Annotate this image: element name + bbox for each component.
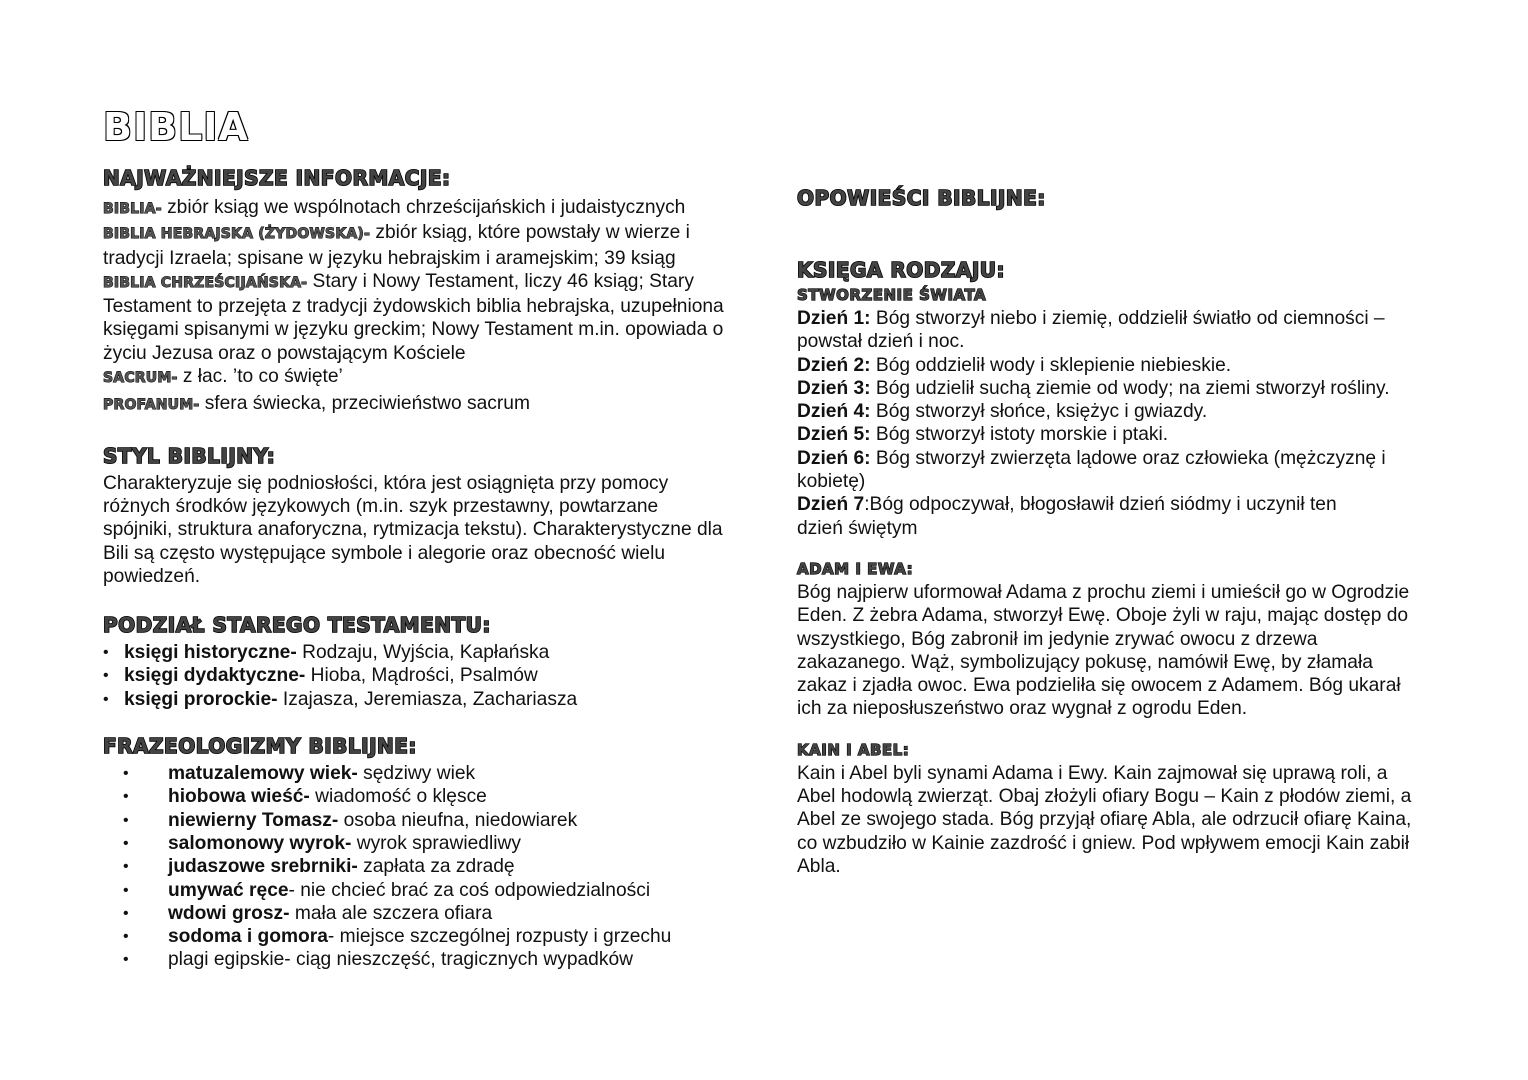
page-title: BIBLIA <box>103 105 249 149</box>
day-label: Dzień 3: <box>797 377 871 399</box>
day-label: Dzień 6: <box>797 447 871 469</box>
subheading-adam-ewa: ADAM I EWA: <box>797 559 914 578</box>
info-term: BIBLIA- <box>103 201 162 217</box>
item-term: księgi historyczne- <box>124 642 297 664</box>
item-text: zapłata za zdradę <box>357 856 515 878</box>
list-item <box>103 664 743 687</box>
info-text: zbiór ksiąg we wspólnotach chrześcijańskich i judaistycznych <box>161 197 686 218</box>
info-text: zbiór ksiąg, które powstały w wierze i tradycji Izraela; spisane w języku hebrajskim i aramejskim; 39 ksiąg <box>103 222 690 269</box>
section-heading-styl: STYL BIBLIJNY: <box>103 443 276 468</box>
day-entry <box>797 493 1387 540</box>
bullet-icon: • <box>123 834 129 852</box>
info-entry <box>103 392 743 417</box>
day-entry <box>797 447 1429 494</box>
item-text: sędziwy wiek <box>357 763 476 785</box>
list-item <box>103 688 743 711</box>
info-section <box>103 196 743 418</box>
list-item <box>103 641 743 664</box>
item-term: judaszowe srebrniki- <box>168 856 358 878</box>
list-item <box>103 855 743 878</box>
list-item <box>103 785 743 808</box>
day-text: Bóg stworzył istoty morskie i ptaki. <box>870 424 1169 446</box>
list-item <box>103 948 743 971</box>
item-term: księgi dydaktyczne- <box>124 665 306 687</box>
day-text: Bóg oddzielił wody i sklepienie niebieskie. <box>870 354 1232 376</box>
day-label: Dzień 4: <box>797 401 871 423</box>
day-label: Dzień 2: <box>797 354 871 376</box>
bullet-icon: • <box>123 951 129 969</box>
bullet-icon: • <box>103 690 109 708</box>
bullet-icon: • <box>123 904 129 922</box>
info-entry <box>103 196 743 221</box>
info-entry <box>103 221 728 270</box>
styl-paragraph: Charakteryzuje się podniosłości, która jest osiągnięta przy pomocy różnych środków językowych (m.in. szyk przestawny, powtarzane spójniki, struktura anaforyczna, rytmizacja tekstu). Charakterystyczne dla Bili są często występujące symbole i alegorie oraz obecność wielu powiedzeń. <box>103 472 723 587</box>
item-text: Rodzaju, Wyjścia, Kapłańska <box>296 642 550 664</box>
left-column <box>103 105 743 972</box>
bullet-icon: • <box>123 811 129 829</box>
day-entry <box>797 307 1429 354</box>
day-label: Dzień 7 <box>797 494 865 516</box>
day-text: Bóg stworzył słońce, księżyc i gwiazdy. <box>870 401 1208 423</box>
day-entry <box>797 354 1429 377</box>
day-label: Dzień 1: <box>797 308 871 329</box>
info-entry <box>103 270 728 365</box>
item-term: hiobowa wieść- <box>168 786 310 808</box>
info-text: Stary i Nowy Testament, liczy 46 ksiąg; Stary Testament to przejęta z tradycji żydowskich biblia hebrajska, uzupełniona księgami spisanymi w języku greckim; Nowy Testament m.in. opowiada o życiu Jezusa oraz o powstającym Kościele <box>103 270 724 364</box>
bullet-icon: • <box>103 667 109 685</box>
info-term: SACRUM- <box>103 370 178 387</box>
item-text: - nie chcieć brać za coś odpowiedzialności <box>288 879 651 901</box>
item-text: wyrok sprawiedliwy <box>351 832 521 854</box>
section-heading-ksiega-rodzaju: KSIĘGA RODZAJU: <box>797 258 1006 282</box>
info-text: z łac. ’to co święte’ <box>177 366 343 388</box>
section-heading-opowiesci: OPOWIEŚCI BIBLIJNE: <box>797 186 1046 210</box>
item-term: matuzalemowy wiek- <box>168 763 358 785</box>
list-item <box>103 902 743 925</box>
info-text: sfera świecka, przeciwieństwo sacrum <box>199 393 530 415</box>
frazeologizmy-list <box>103 762 743 972</box>
adam-ewa-paragraph: Bóg najpierw uformował Adama z prochu ziemi i umieścił go w Ogrodzie Eden. Z żebra Adama, stworzył Ewę. Oboje żyli w raju, mając dostęp do wszystkiego, Bóg zabronił im jedynie zrywać owocu z drzewa zakazanego. Wąż, symbolizujący pokusę, namówił Ewę, by złamała zakaz i zjadła owoc. Ewa podzieliła się owocem z Adamem. Bóg ukarał ich za nieposłuszeństwo oraz wygnał z ogrodu Eden. <box>797 581 1410 720</box>
item-term: salomonowy wyrok- <box>168 832 352 854</box>
bullet-icon: • <box>123 881 129 899</box>
section-heading-frazeologizmy: FRAZEOLOGIZMY BIBLIJNE: <box>103 734 417 759</box>
day-label: Dzień 5: <box>797 424 871 446</box>
bullet-icon: • <box>123 928 129 946</box>
podzial-list <box>103 641 743 711</box>
item-text: Izajasza, Jeremiasza, Zachariasza <box>277 688 578 710</box>
day-entry <box>797 400 1429 423</box>
creation-days <box>797 307 1429 540</box>
day-text: Bóg udzielił suchą ziemie od wody; na ziemi stworzył rośliny. <box>870 377 1390 399</box>
item-text: mała ale szczera ofiara <box>289 902 493 924</box>
info-term: PROFANUM- <box>103 397 200 414</box>
list-item <box>103 879 743 902</box>
list-item <box>103 762 743 785</box>
day-text: :Bóg odpoczywał, błogosławił dzień siódmy i uczynił ten dzień świętym <box>797 494 1337 539</box>
day-entry <box>797 423 1429 446</box>
bullet-icon: • <box>123 788 129 806</box>
item-text: plagi egipskie- ciąg nieszczęść, tragicznych wypadków <box>168 949 633 971</box>
info-entry <box>103 365 743 390</box>
item-text: wiadomość o klęsce <box>309 786 487 808</box>
subheading-stworzenie: STWORZENIE ŚWIATA <box>797 286 987 304</box>
item-term: księgi prorockie- <box>124 688 278 710</box>
day-entry <box>797 377 1437 400</box>
info-term: BIBLIA CHRZEŚCIJAŃSKA- <box>103 274 308 291</box>
section-heading-info: NAJWAŻNIEJSZE INFORMACJE: <box>103 166 451 190</box>
bullet-icon: • <box>123 765 129 783</box>
bullet-icon: • <box>123 858 129 876</box>
item-term: niewierny Tomasz- <box>168 809 339 831</box>
kain-abel-paragraph: Kain i Abel byli synami Adama i Ewy. Kain zajmował się uprawą roli, a Abel hodowlą zwierząt. Obaj złożyli ofiary Bogu – Kain z płodów ziemi, a Abel ze swojego stada. Bóg przyjął ofiarę Abla, ale odrzucił ofiarę Kaina, co wzbudziło w Kainie zazdrość i gniew. Pod wpływem emocji Kain zabił Abla. <box>797 762 1412 877</box>
item-text: - miejsce szczególnej rozpusty i grzechu <box>327 926 672 948</box>
day-text: Bóg stworzył niebo i ziemię, oddzielił światło od ciemności – powstał dzień i noc. <box>797 308 1385 353</box>
item-term: umywać ręce <box>168 879 289 901</box>
bullet-icon: • <box>103 644 109 662</box>
item-text: osoba nieufna, niedowiarek <box>338 809 578 831</box>
item-text: Hioba, Mądrości, Psalmów <box>305 665 538 687</box>
day-text: Bóg stworzył zwierzęta lądowe oraz człowieka (mężczyznę i kobietę) <box>797 447 1386 493</box>
section-heading-podzial: PODZIAŁ STAREGO TESTAMENTU: <box>103 613 491 638</box>
right-column <box>797 188 1437 878</box>
subheading-kain-abel: KAIN I ABEL: <box>797 740 910 759</box>
list-item <box>103 832 743 855</box>
list-item <box>103 925 743 948</box>
item-term: wdowi grosz- <box>168 902 290 924</box>
list-item <box>103 809 743 832</box>
info-term: BIBLIA HEBRAJSKA (ŻYDOWSKA)- <box>103 226 371 243</box>
item-term: sodoma i gomora <box>168 926 328 948</box>
